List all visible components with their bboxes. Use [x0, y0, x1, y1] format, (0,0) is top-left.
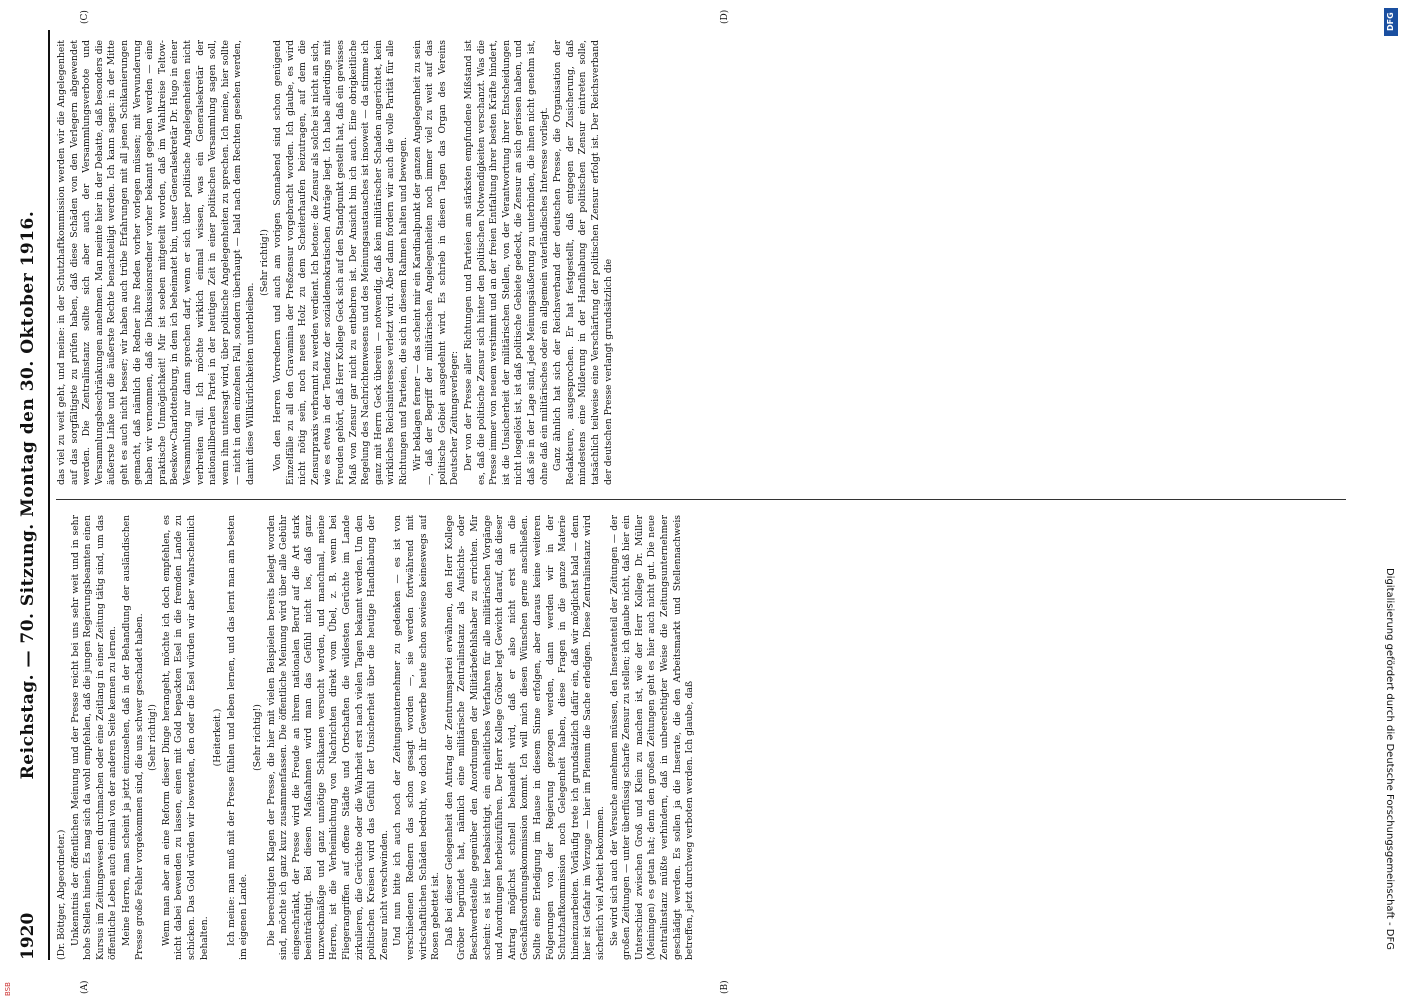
paragraph: Daß bei dieser Gelegenheit den Antrag der Zentrumspartei erwähnen, den Herr Kollege Gröber begründet hat, nämlich eine militärische Zentralinstanz als Aufsichts- oder Beschwerdestelle gegenüber den Anordnungen der Militärbefehlshaber zu errichten. Mir scheint: es ist hier beabsichtigt, ein einheitliches Verfahren für alle militärischen Vorgänge und Anordnungen herbeizuführen. Der Herr Kollege Gröber legt Gewicht darauf, daß dieser Antrag möglichst schnell behandelt wird, daß er also nicht erst an die Geschäftsordnungskommission kommt. Ich will mich diesen Wünschen gerne anschließen. Sollte eine Erledigung im Hause in diesem Sinne erfolgen, aber daraus keine weiteren Folgerungen von der Regierung gezogen werden, dann werden wir in der Schutzhaftkommission noch Gelegenheit haben, diese Fragen in die ganze Materie hineinzuarbeiten. Vorläufig trete ich grundsätzlich dafür ein, daß wir möglichst bald — denn hier ist Gefahr im Verzuge — hier im Plenum die Sache erledigen. Diese Zentralinstanz wird sicherlich viel Arbeit bekommen.: [443, 515, 606, 960]
paragraph: Von den Herren Vorrednern und auch am vorigen Sonnabend sind schon genügend Einzelfälle zu all den Gravamina der Preßzensur vorgebracht worden. Ich glaube, es wird nicht nötig sein, noch neues Holz zu dem Scheiterhaufen beizutragen, auf dem die Zensurpraxis verbrannt zu werden verdient. Ich betone: die Zensur als solche ist nicht an sich, wie es etwa in der Tendenz der sozialdemokratischen Anträge liegt. Ich habe allerdings mit Freuden gehört, daß Herr Kollege Geck sich auf den Standpunkt gestellt hat, daß ein gewisses Maß von Zensur gar nicht zu entbehren ist. Der Ansicht bin ich auch. Eine obrigkeitliche Regelung des Nachrichtenwesens und des Meinungsaustausches ist insoweit — da stimme ich ganz mit Herrn Geck überein — notwendig, daß kein militärischer Schaden angerichtet, kein wirkliches Reichsinteresse verletzt wird. Aber dann fordern wir auch die volle Parität für alle Richtungen und Parteien, die sich in diesem Rahmen halten und bewegen.: [272, 40, 410, 485]
interjection: (Heiterkeit.): [212, 708, 224, 767]
paragraph: Die berechtigten Klagen der Presse, die hier mit vielen Beispielen bereits belegt worden sind, möchte ich ganz kurz zusammenfassen. Die öffentliche Meinung wird über alle Gebühr eingeschränkt, der Presse wird die Freude an ihrem nationalen Beruf auf die Art stark beeinträchtigt. Bei diesen Maßnahmen wird man das Gefühl nicht los, daß ganz unzweckmäßige und ganz unnötige Schikanen versucht werden, und manchmal, meine Herren, ist die Verheimlichung von Nachrichten direkt vom Übel, z. B. wenn bei Fliegerangriffen auf offene Städte und Ortschaften die wildesten Gerüchte im Lande zirkulieren, die Gerüchte oder die Wahrheit erst nach vielen Tagen bekannt werden. Um den politischen Kreisen wird das Gefühl der Unsicherheit über die heutige Handhabung der Zensur nicht verschwinden.: [265, 515, 390, 960]
paragraph: Ganz ähnlich hat sich der Reichsverband der deutschen Presse, die Organisation der Redakteure, ausgesprochen. Er hat festgestellt, daß entgegen der Zusicherung, daß mindestens eine Milderung in der Handhabung der politischen Zensur eintreten solle, tatsächlich teilweise eine Verschärfung der politischen Zensur erfolgt ist. Der Reichsverband der deutschen Presse verlangt grundsätzlich die: [552, 40, 614, 485]
credit-strip: [1376, 0, 1402, 1000]
left-column: [56, 515, 1346, 960]
interjection: (Sehr richtig!): [251, 704, 263, 771]
paragraph: Sie wird sich auch der Versuche annehmen müssen, den Inseratenteil der Zeitungen — der großen Zeitungen — unter überflüssig scharfe Zensur zu stellen; ich glaube nicht, daß hier ein Unterschied zwischen Groß und Klein zu machen ist, wie der Herr Kollege Dr. Müller (Meiningen) es getan hat; denn den großen Zeitungen geht es hier auch nicht gut. Die neue Zentralinstanz müßte verhindern, daß in unberechtigter Weise die Zeitungsunternehmer geschädigt werden. Es sollen ja die Inserate, die den Arbeitsmarkt und Stellennachweis betreffen, jetzt durchweg verboten werden. Ich glaube, daß: [608, 515, 696, 960]
bsb-library-mark: BSB: [4, 982, 12, 996]
margin-letter-b: (B): [720, 980, 730, 994]
page-number: 1920: [18, 912, 38, 960]
paragraph: Ich meine: man muß mit der Presse fühlen und leben lernen, und das lernt man am besten im eigenen Lande.: [225, 515, 250, 960]
paragraph: das viel zu weit geht, und meine: in der Schutzhaftkommission werden wir die Angelegenheit auf das sorgfältigste zu prüfen haben, daß diese Schäden von den Verlegern abgewendet werden. Die Zentralinstanz sollte sich aber auch der Versammlungsverbote und Versammlungsbeschränkungen annehmen. Man meinte hier in der Debatte, daß besonders die äußerste Linke und die äußerste Rechte benachteiligt werden. Ich kann sagen: in der Mitte geht es auch nicht besser; wir haben auch trübe Erfahrungen mit all jenen Schikanierungen gemacht, daß nämlich die Redner ihre Reden vorher vorlegen müssen; mit Verwunderung haben wir vernommen, daß die Diskussionsredner vorher bekannt gegeben werden — eine praktische Unmöglichkeit! Mir ist soeben mitgeteilt worden, daß im Wahlkreise Teltow-Beeskow-Charlottenburg, in dem ich beheimatet bin, unser Generalsekretär Dr. Hugo in einer Versammlung nur dann sprechen darf, wenn er sich über politische Angelegenheiten nicht verbreiten will. Ich möchte wirklich einmal wissen, was ein Generalsekretär der nationalliberalen Partei in der heutigen Zeit in einer politischen Versammlung sagen soll, wenn ihm untersagt wird, über politische Angelegenheiten zu sprechen. Ich meine, hier sollte — nicht in dem einzelnen Fall, sondern überhaupt — bald nach dem Rechten gesehen werden, damit diese Willkürlichkeiten unterbleiben.: [56, 40, 256, 485]
page-header: [8, 30, 50, 960]
speaker-label: (Dr. Böttger, Abgeordneter.): [56, 829, 67, 960]
dfg-logo-icon: DFG: [1384, 8, 1398, 36]
column-divider: [56, 499, 1346, 500]
interjection: (Sehr richtig!): [258, 229, 270, 296]
paragraph: Wenn man aber an eine Reform dieser Dinge herangeht, möchte ich doch empfehlen, es nicht dabei bewenden zu lassen, einen mit Gold bepackten Esel in die fremden Lande zu schicken. Das Gold würden wir loswerden, den oder die Esel würden wir aber wahrscheinlich behalten.: [160, 515, 210, 960]
margin-letter-a: (A): [80, 980, 90, 994]
quoted-paragraph: Der von der Presse aller Richtungen und Parteien am stärksten empfundene Mißstand ist es, daß die politische Zensur sich hinter den politischen Notwendigkeiten verschanzt. Was die Presse immer von neuem verstimmt und an der freien Entfaltung ihrer besten Kräfte hindert, ist die Unsicherheit der militärischen Stellen, von der Verantwortung ihrer Entscheidungen nicht losgelöst ist, ist daß politische Gebiete gedeckt, die Zensur an sich gerissen haben, und daß sie in der Lage sind, jede Meinungsäußerung zu unterbinden, die ihnen nicht genehm ist, ohne daß ein militärisches oder ein allgemein vaterländisches Interesse vorliegt.: [463, 40, 550, 485]
paragraph: Unkenntnis der öffentlichen Meinung und der Presse reicht bei uns sehr weit und in sehr hohe Stellen hinein. Es mag sich da wohl empfehlen, daß die jungen Regierungsbeamten einen Kursus im Zeitungswesen durchmachen oder eine Zeitlang in einer Zeitung tätig sind, um das öffentliche Leben auch einmal von der anderen Seite kennen zu lernen.: [69, 515, 119, 960]
paragraph: Meine Herren, man scheint ja jetzt einzusehen, daß in der Behandlung der ausländischen Presse große Fehler vorgekommen sind, die uns schwer geschadet haben.: [120, 515, 145, 960]
right-column: [56, 40, 1346, 485]
margin-letter-d: (D): [720, 9, 730, 24]
interjection: (Sehr richtig!): [147, 704, 159, 771]
dfg-credit-text: Digitalisierung gefördert durch die Deutsche Forschungsgemeinschaft - DFG: [1384, 567, 1395, 950]
paragraph: Wir beklagen ferner — das scheint mir ein Kardinalpunkt der ganzen Angelegenheit zu sein —, daß der Begriff der militärischen Angelegenheiten noch immer viel zu weit auf das politische Gebiet ausgedehnt wird. Es schrieb in diesen Tagen das Organ des Vereins Deutscher Zeitungsverleger:: [411, 40, 461, 485]
margin-letter-c: (C): [80, 10, 90, 24]
page-title: Reichstag. — 70. Sitzung. Montag den 30. Oktober 1916.: [18, 210, 38, 780]
paragraph: Und nun bitte ich auch noch der Zeitungsunternehmer zu gedenken — es ist von verschiedenen Rednern das schon gesagt worden —, sie werden fortwährend mit wirtschaftlichen Schäden bedroht, wo doch ihr Gewerbe heute schon sowieso keineswegs auf Rosen gebettet ist.: [392, 515, 442, 960]
